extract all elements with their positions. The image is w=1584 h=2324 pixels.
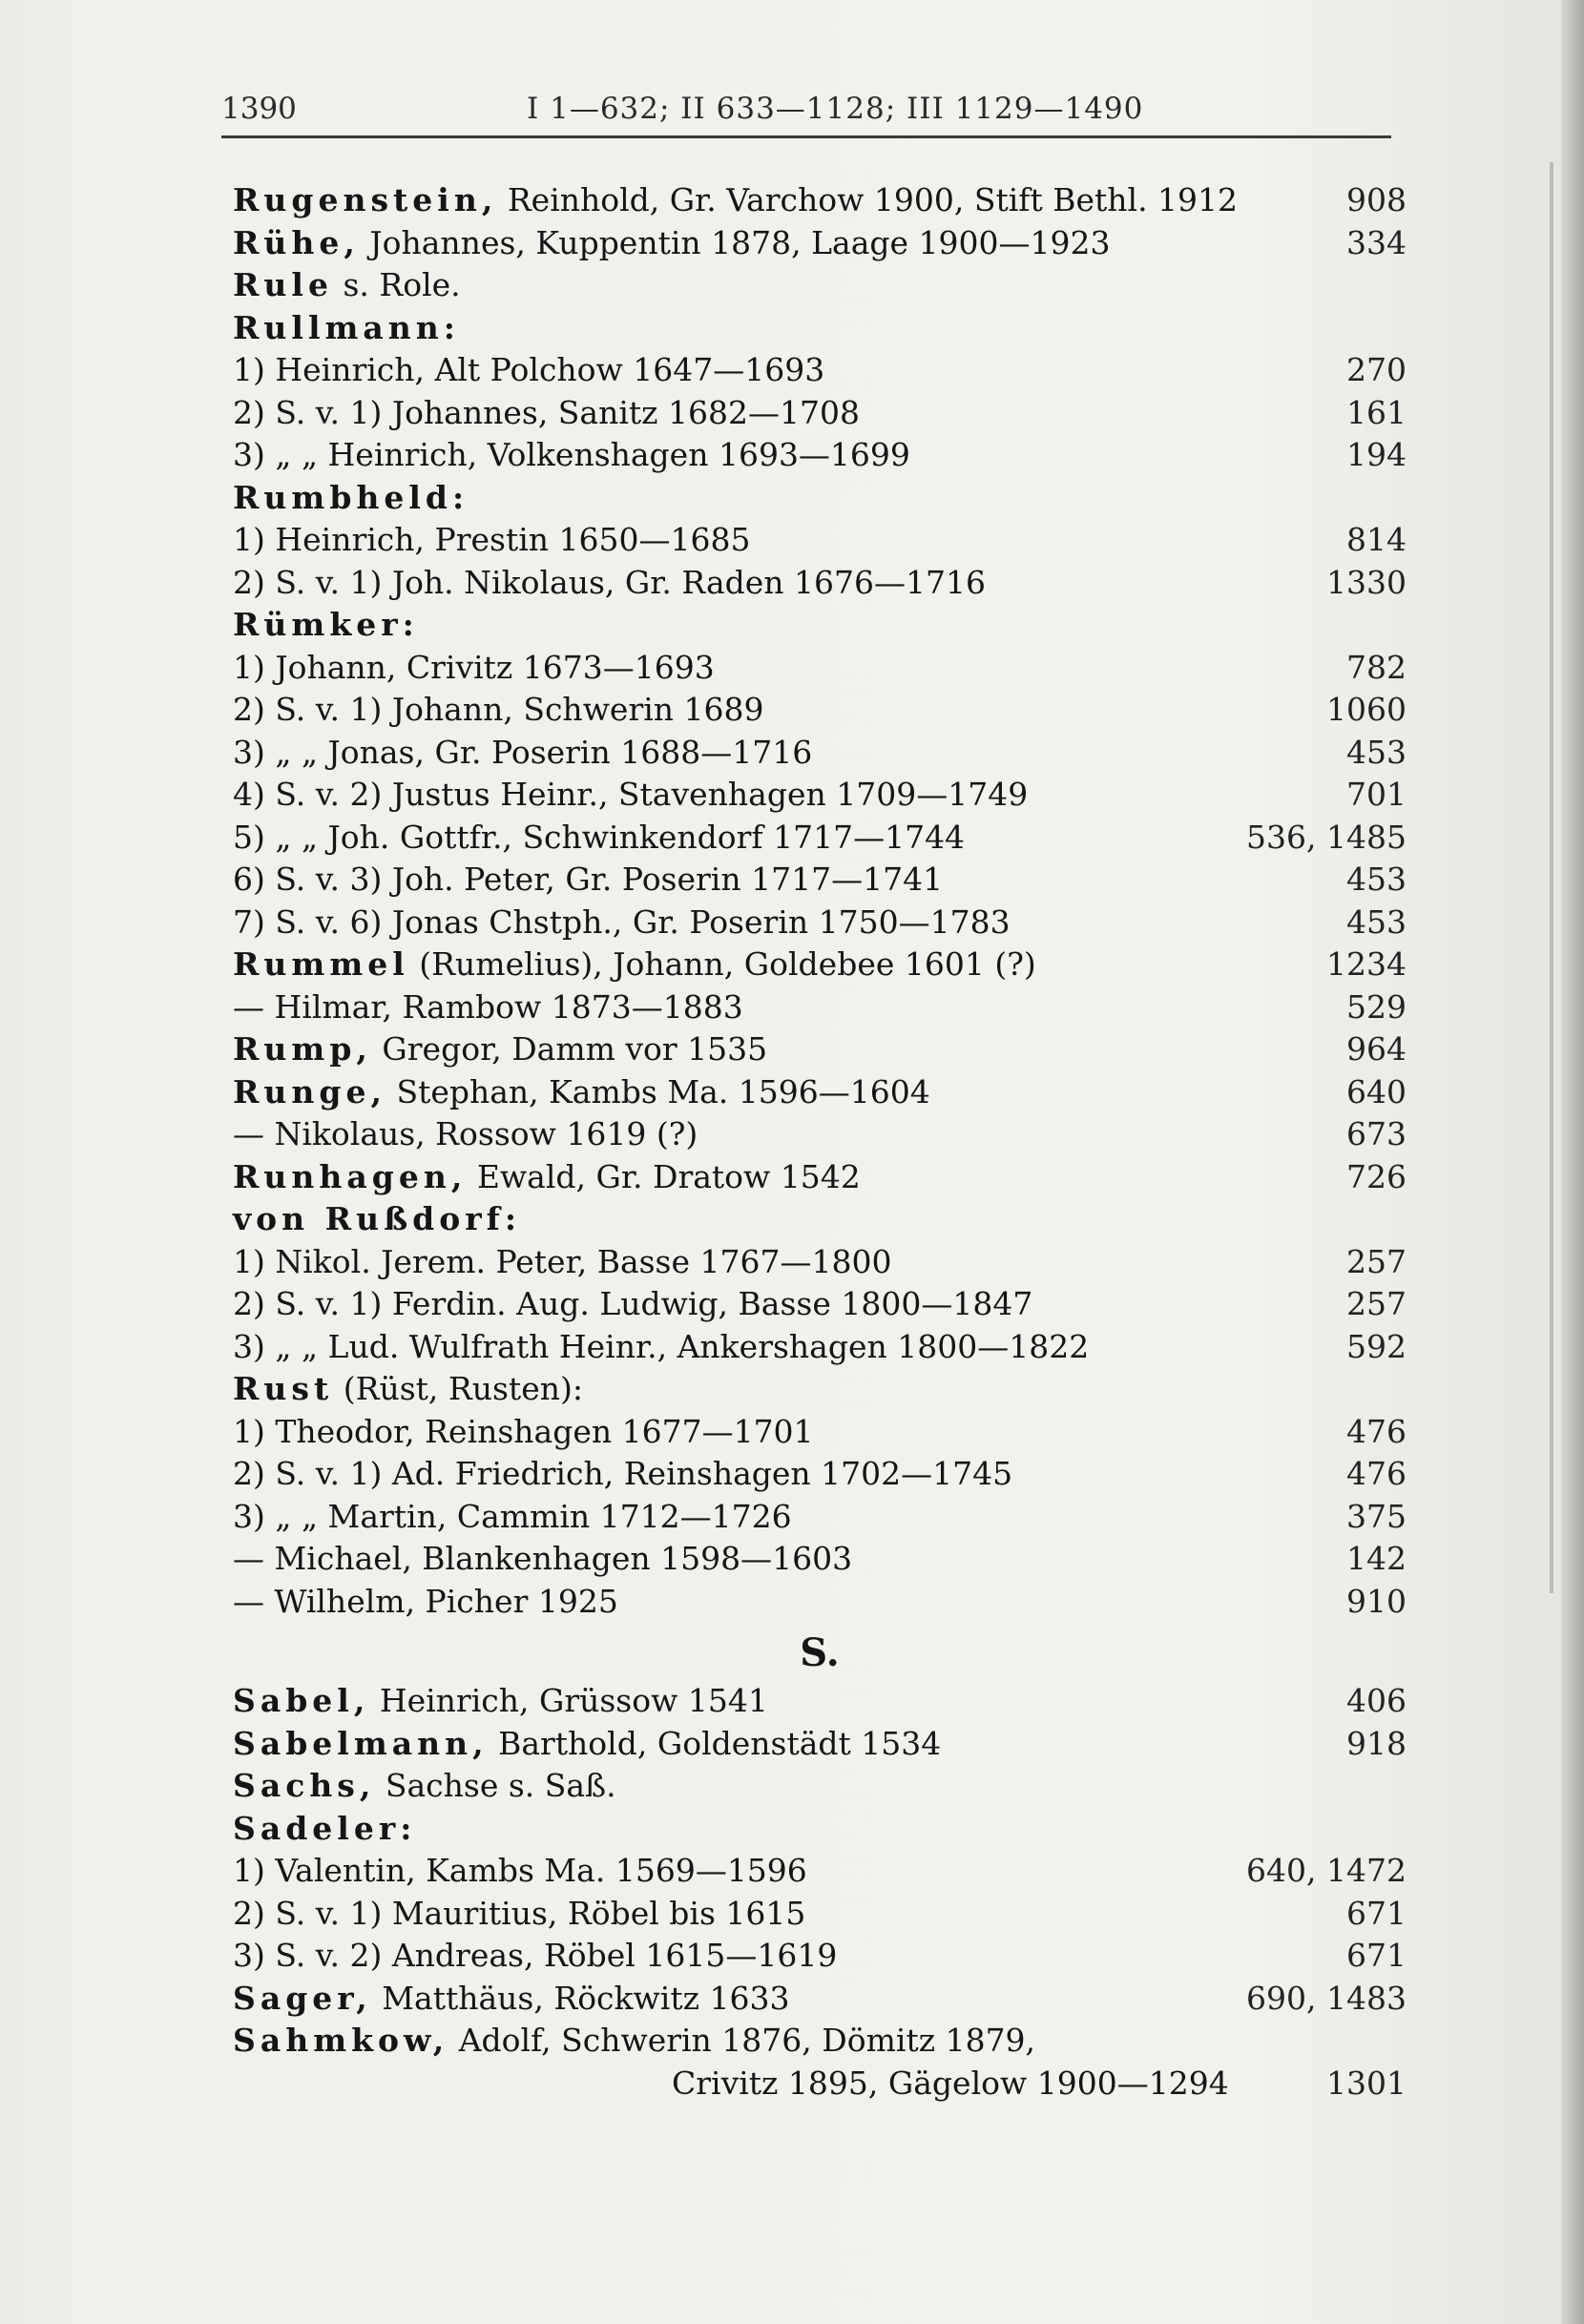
entry-details: — Hilmar, Rambow 1873—1883: [233, 987, 743, 1026]
entry-details: (Rumelius), Johann, Goldebee 1601 (?): [419, 945, 1036, 983]
entry-details: 2) S. v. 1) Johannes, Sanitz 1682—1708: [233, 393, 861, 431]
entry-details: 1) Johann, Crivitz 1673—1693: [233, 648, 715, 686]
entry-text: [233, 1071, 930, 1114]
entry-details: 3) „ „ Jonas, Gr. Poserin 1688—1716: [233, 733, 813, 771]
entry-text: [233, 562, 986, 605]
register-entry: [233, 1368, 1407, 1411]
entry-page-ref: 673: [1346, 1115, 1407, 1152]
register-entry: [233, 1935, 1407, 1978]
register-entry: [233, 179, 1407, 222]
entry-text: [233, 477, 469, 520]
entry-text: [233, 519, 751, 562]
register-entry: [233, 647, 1407, 690]
entry-details: Ewald, Gr. Dratow 1542: [476, 1157, 861, 1195]
entry-page-ref: 536, 1485: [1246, 818, 1407, 856]
entry-text: [233, 944, 1036, 986]
entry-details: Matthäus, Röckwitz 1633: [382, 1979, 790, 2017]
entry-details: 1) Nikol. Jerem. Peter, Basse 1767—1800: [233, 1242, 892, 1280]
entry-details: 2) S. v. 1) Joh. Nikolaus, Gr. Raden 1676—1716: [233, 563, 986, 601]
entry-text: [233, 1326, 1089, 1369]
register-entry: [233, 1680, 1407, 1723]
register-entry: [233, 817, 1407, 860]
entry-text: [233, 222, 1111, 265]
entry-text: [233, 2020, 1035, 2063]
entry-details: s. Role.: [343, 266, 461, 303]
entry-text: [233, 1283, 1032, 1326]
entry-text: [233, 817, 965, 860]
entry-details: 2) S. v. 1) Mauritius, Röbel bis 1615: [233, 1894, 806, 1932]
entry-page-ref: 640, 1472: [1246, 1852, 1407, 1889]
entry-page-ref: 142: [1346, 1540, 1407, 1577]
entry-details: Barthold, Goldenstädt 1534: [498, 1724, 942, 1762]
entry-text: [233, 1581, 618, 1624]
entry-text: [233, 1538, 852, 1581]
entry-page-ref: 726: [1346, 1157, 1407, 1195]
entry-page-ref: 814: [1346, 521, 1407, 558]
entry-keyword: Sadeler:: [233, 1809, 417, 1847]
entry-text: [233, 264, 461, 307]
entry-page-ref: 529: [1346, 987, 1407, 1026]
entry-text: [233, 1453, 1012, 1496]
entry-keyword: Rumbheld:: [233, 478, 469, 516]
section-gap: [233, 1623, 1407, 1680]
entry-text: [233, 1723, 941, 1766]
entry-page-ref: 782: [1346, 648, 1407, 686]
register-entry: [233, 902, 1407, 944]
entry-keyword: Rullmann:: [233, 308, 460, 346]
register-entry: [233, 477, 1407, 520]
entry-keyword: Sabelmann,: [233, 1724, 489, 1762]
register-entry: [233, 774, 1407, 817]
entry-details: Crivitz 1895, Gägelow 1900—1294: [672, 2064, 1229, 2102]
entry-text: [233, 986, 743, 1029]
page-header: [221, 92, 1391, 135]
page-number: 1390: [221, 92, 297, 126]
entry-details: 3) S. v. 2) Andreas, Röbel 1615—1619: [233, 1937, 838, 1974]
entry-details: Reinhold, Gr. Varchow 1900, Stift Bethl. 1912: [507, 181, 1239, 218]
entry-text: [233, 1411, 814, 1454]
entry-page-ref: 671: [1346, 1894, 1407, 1932]
register-entry: [233, 1453, 1407, 1496]
entry-text: [233, 689, 764, 732]
entry-page-ref: 964: [1346, 1030, 1407, 1068]
register-entry: [233, 689, 1407, 732]
register-entry: [233, 1496, 1407, 1539]
entry-details: 2) S. v. 1) Johann, Schwerin 1689: [233, 691, 764, 728]
entry-text: [233, 1368, 583, 1411]
register-entry: [233, 1808, 1407, 1851]
entry-keyword: Rugenstein,: [233, 181, 498, 218]
register-entry: [233, 1241, 1407, 1284]
entry-text: [233, 647, 715, 690]
entry-page-ref: 1234: [1326, 945, 1407, 983]
entry-text: [233, 392, 860, 435]
entry-text: [233, 774, 1028, 817]
entry-page-ref: 640: [1346, 1072, 1407, 1110]
register-entry: [233, 307, 1407, 350]
entry-page-ref: 270: [1346, 351, 1407, 388]
entry-page-ref: 453: [1346, 903, 1407, 941]
entry-page-ref: 908: [1346, 181, 1407, 218]
entry-details: (Rüst, Rusten):: [343, 1370, 583, 1407]
entry-details: Heinrich, Grüssow 1541: [379, 1682, 768, 1719]
entry-page-ref: 257: [1346, 1285, 1407, 1322]
register-entry: [233, 1113, 1407, 1156]
register-entry: [233, 1978, 1407, 2021]
entry-details: 3) „ „ Martin, Cammin 1712—1726: [233, 1497, 792, 1535]
register-entry-continuation: [233, 2063, 1407, 2106]
entry-details: 2) S. v. 1) Ferdin. Aug. Ludwig, Basse 1800—1847: [233, 1285, 1033, 1322]
entry-details: Johannes, Kuppentin 1878, Laage 1900—1923: [369, 223, 1111, 261]
entry-text: [233, 732, 812, 775]
register-entry: [233, 1283, 1407, 1326]
entry-details: 1) Heinrich, Prestin 1650—1685: [233, 521, 751, 558]
entry-keyword: Runhagen,: [233, 1157, 468, 1195]
entry-details: 3) „ „ Heinrich, Volkenshagen 1693—1699: [233, 436, 910, 473]
entry-text: [233, 349, 824, 392]
entry-page-ref: 194: [1346, 436, 1407, 473]
entry-keyword: Rühe,: [233, 223, 360, 261]
entry-details: 1) Theodor, Reinshagen 1677—1701: [233, 1412, 814, 1450]
entry-text: [233, 1978, 789, 2021]
entry-text: [233, 1893, 805, 1936]
entry-keyword: Sabel,: [233, 1682, 370, 1719]
register-entry: [233, 1893, 1407, 1936]
entry-page-ref: 406: [1346, 1682, 1407, 1719]
register-entry: [233, 604, 1407, 647]
entry-keyword: Sahmkow,: [233, 2022, 449, 2059]
entry-keyword: Sager,: [233, 1979, 372, 2017]
entry-details: 6) S. v. 3) Joh. Peter, Gr. Poserin 1717—1741: [233, 861, 944, 898]
register-entry: [233, 1538, 1407, 1581]
entry-text: [233, 1198, 521, 1241]
entry-keyword: Rümker:: [233, 606, 419, 643]
entry-details: — Wilhelm, Picher 1925: [233, 1582, 618, 1620]
entry-keyword: Rule: [233, 266, 333, 303]
entry-text: [233, 604, 419, 647]
entry-details: — Michael, Blankenhagen 1598—1603: [233, 1540, 853, 1577]
entry-details: 5) „ „ Joh. Gottfr., Schwinkendorf 1717—1744: [233, 818, 966, 856]
register-entry: [233, 519, 1407, 562]
entry-details: Stephan, Kambs Ma. 1596—1604: [396, 1072, 930, 1110]
register-entry: [233, 349, 1407, 392]
register-entry: [233, 434, 1407, 477]
register-entry: [233, 1581, 1407, 1624]
register-entry: [233, 264, 1407, 307]
entry-keyword: Runge,: [233, 1072, 386, 1110]
entry-details: 3) „ „ Lud. Wulfrath Heinr., Ankershagen 1800—1822: [233, 1327, 1090, 1365]
entry-details: 2) S. v. 1) Ad. Friedrich, Reinshagen 1702—1745: [233, 1455, 1013, 1492]
entry-text: [233, 307, 460, 350]
entry-text: [233, 1850, 807, 1893]
entry-page-ref: 161: [1346, 393, 1407, 431]
register-entry: [233, 859, 1407, 902]
register-entry: [233, 392, 1407, 435]
entry-text: [233, 1241, 891, 1284]
register-entry: [233, 944, 1407, 986]
entry-text: [233, 1765, 616, 1808]
entry-keyword: Rust: [233, 1370, 334, 1407]
entry-details: 7) S. v. 6) Jonas Chstph., Gr. Poserin 1750—1783: [233, 903, 1011, 941]
entry-details: 1) Valentin, Kambs Ma. 1569—1596: [233, 1852, 807, 1889]
entry-text: [233, 1808, 416, 1851]
entry-keyword: Rump,: [233, 1030, 372, 1068]
entry-page-ref: 453: [1346, 861, 1407, 898]
register-entry: [233, 2020, 1407, 2063]
entry-text: [233, 1028, 767, 1071]
entry-text: [233, 902, 1011, 944]
entry-text: [233, 1680, 768, 1723]
register-entry: [233, 1723, 1407, 1766]
entry-text: [233, 1935, 837, 1978]
register-entry: [233, 1326, 1407, 1369]
register-entry: [233, 1411, 1407, 1454]
entry-text: [233, 1496, 792, 1539]
entry-page-ref: 257: [1346, 1242, 1407, 1280]
entry-details: 1) Heinrich, Alt Polchow 1647—1693: [233, 351, 825, 388]
entry-details: Sachse s. Saß.: [385, 1767, 616, 1804]
entry-page-ref: 1060: [1326, 691, 1407, 728]
register-entry: [233, 1071, 1407, 1114]
entry-page-ref: 1330: [1326, 563, 1407, 601]
entry-details: — Nikolaus, Rossow 1619 (?): [233, 1115, 698, 1152]
entry-details: Adolf, Schwerin 1876, Dömitz 1879,: [458, 2022, 1036, 2059]
register-entry: [233, 1028, 1407, 1071]
entry-page-ref: 375: [1346, 1497, 1407, 1535]
entry-text: [233, 1113, 698, 1156]
entry-page-ref: 476: [1346, 1455, 1407, 1492]
entry-page-ref: 592: [1346, 1327, 1407, 1365]
register-entry: [233, 986, 1407, 1029]
register-entry: [233, 562, 1407, 605]
entry-page-ref: 476: [1346, 1412, 1407, 1450]
entry-keyword: Sachs,: [233, 1767, 376, 1804]
entry-keyword: von Rußdorf:: [233, 1200, 522, 1237]
entry-page-ref: 918: [1346, 1724, 1407, 1762]
entry-page-ref: 334: [1346, 223, 1407, 261]
entry-page-ref: 453: [1346, 733, 1407, 771]
header-rule: [221, 135, 1391, 138]
register-entry: [233, 1156, 1407, 1199]
page-edge-shadow: [1561, 0, 1584, 2324]
section-letter: S.: [800, 1630, 840, 1675]
entry-text: [233, 1156, 861, 1199]
entry-text: [233, 179, 1238, 222]
entry-page-ref: 671: [1346, 1937, 1407, 1974]
entry-page-ref: 1301: [1326, 2064, 1407, 2102]
entry-keyword: Rummel: [233, 945, 409, 983]
entry-page-ref: 690, 1483: [1246, 1979, 1407, 2017]
register-entry: [233, 222, 1407, 265]
page-edge-line: [1550, 162, 1553, 1593]
entry-details: 4) S. v. 2) Justus Heinr., Stavenhagen 1709—1749: [233, 776, 1029, 813]
register-entry: [233, 1850, 1407, 1893]
entry-text: [233, 859, 943, 902]
entry-text: [233, 434, 910, 477]
register-entry: [233, 732, 1407, 775]
register-entry: [233, 1198, 1407, 1241]
entry-page-ref: 910: [1346, 1582, 1407, 1620]
running-head: I 1—632; II 633—1128; III 1129—1490: [527, 92, 1144, 126]
entry-page-ref: 701: [1346, 776, 1407, 813]
entry-details: Gregor, Damm vor 1535: [382, 1030, 768, 1068]
register-entries: [233, 179, 1407, 2105]
register-entry: [233, 1765, 1407, 1808]
